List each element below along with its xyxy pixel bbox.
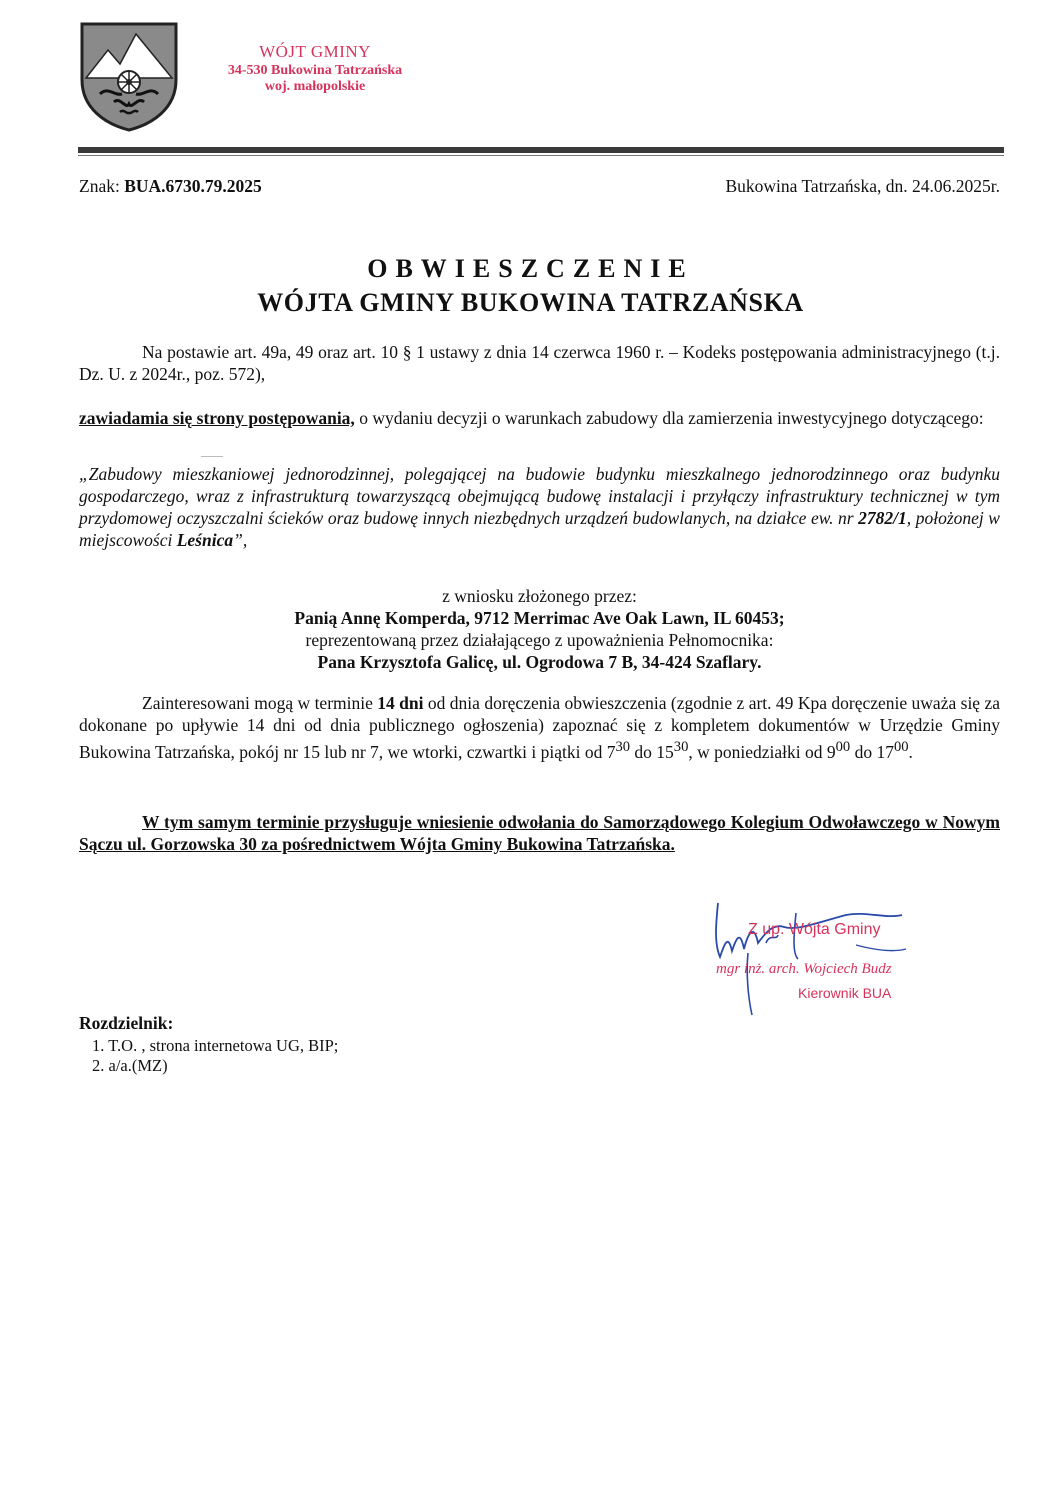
reference-number [79,176,262,197]
applicant-name: Panią Annę Komperda, 9712 Merrimac Ave Oak Lawn, IL 60453; [294,608,785,628]
project-mid: , położonej w miejscowości [79,508,1000,550]
applicant-block [79,585,1000,673]
office-stamp [200,42,430,95]
notice-bold: zawiadamia się strony postępowania, [79,408,355,428]
document-subtitle: WÓJTA GMINY BUKOWINA TATRZAŃSKA [257,288,804,317]
project-description [79,463,1000,551]
header-divider-thin [78,155,1004,156]
info-sup1: 30 [615,739,631,755]
info-sup4: 00 [893,739,909,755]
appeal-paragraph: W tym samym terminie przysługuje wniesienie odwołania do Samorządowego Kolegium Odwoławczego w Nowym Sączu ul. Gorzowska 30 za pośrednictwem Wójta Gminy Bukowina Tatrzańska. [79,812,1000,854]
header-divider [78,147,1004,153]
distribution-list [92,1036,338,1076]
info-sup3: 00 [835,739,851,755]
municipal-crest-icon [78,20,180,132]
stamp-line3: woj. małopolskie [264,79,366,94]
info-part6: . [908,741,913,762]
info-paragraph [79,692,1000,763]
info-sup2: 30 [673,739,689,755]
represented-by: reprezentowaną przez działającego z upoważnienia Pełnomocnika: [305,630,774,650]
signature-line3: Kierownik BUA [798,985,892,1001]
signature-line1: Z up. Wójta Gminy [748,921,881,938]
signature-block [706,893,936,1023]
representative-name: Pana Krzysztofa Galicę, ul. Ogrodowa 7 B, 34-424 Szaflary. [317,652,762,672]
stamp-line1: WÓJT GMINY [259,42,371,61]
info-part2: od dnia doręczenia obwieszczenia (zgodnie z art. 49 Kpa doręczenie uważa się za dokonane po upływie 14 dni od dnia publicznego ogłoszenia) zapoznać się z kompletem dokumentów w Urzędzie Gminy Bukowina Tatrzańska, pokój nr 15 lub nr 7, we wtorki, czwartki i piątki od 7 [79,693,1001,762]
project-end: ”, [233,530,248,550]
project-text: „Zabudowy mieszkaniowej jednorodzinnej, polegającej na budowie budynku mieszkalnego jednorodzinnego oraz budynku gospodarczego, wraz z infrastrukturą towarzyszącą obejmującą budowę instalacji i przyłączy infrastruktury technicznej w tym przydomowej oczyszczalni ścieków oraz budowę innych niezbędnych urządzeń budowlanych, na działce ew. nr [79,464,1000,528]
project-place: Leśnica [176,530,234,550]
distribution-item: 1. T.O. , strona internetowa UG, BIP; [92,1036,339,1055]
faint-mark [201,456,223,457]
project-parcel: 2782/1 [858,508,907,528]
distribution-title: Rozdzielnik: [79,1013,174,1033]
signature-line2: mgr inż. arch. Wojciech Budz [716,961,892,977]
handwritten-signature [706,893,936,1023]
reference-value: BUA.6730.79.2025 [124,176,262,196]
applicant-intro: z wniosku złożonego przez: [442,586,637,606]
notice-rest: o wydaniu decyzji o warunkach zabudowy dla zamierzenia inwestycyjnego dotyczącego: [354,408,984,428]
legal-basis-paragraph: Na postawie art. 49a, 49 oraz art. 10 § 1 ustawy z dnia 14 czerwca 1960 r. – Kodeks postępowania administracyjnego (t.j. Dz. U. z 2024r., poz. 572), [79,342,1000,384]
info-part3: do 15 [630,741,674,762]
distribution-item: 2. a/a.(MZ) [92,1056,168,1075]
info-part4: , w poniedziałki od 9 [688,741,836,762]
info-part5: do 17 [850,741,894,762]
info-part1: Zainteresowani mogą w terminie [142,693,378,713]
document-title: OBWIESZCZENIE [367,254,694,283]
reference-label: Znak: [79,176,120,196]
notice-paragraph [79,407,1000,429]
date-line: Bukowina Tatrzańska, dn. 24.06.2025r. [725,176,1000,196]
stamp-line2: 34-530 Bukowina Tatrzańska [227,63,403,78]
info-days: 14 dni [377,693,424,713]
